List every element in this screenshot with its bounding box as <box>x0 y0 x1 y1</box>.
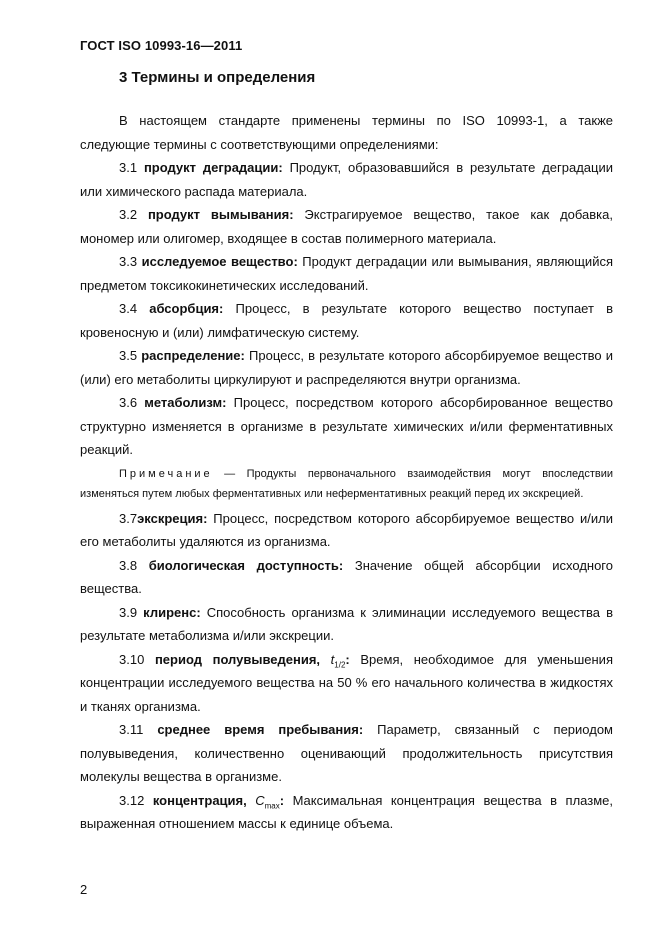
term-definition: Параметр, связанный с периодом полувыведения, количественно оценивающий продолжительность присутствия молекулы вещества в организме. <box>80 722 613 784</box>
term-name: концентрация, <box>152 792 247 808</box>
term-name: экскреция: <box>137 510 208 526</box>
term-definition: Процесс, в результате которого абсорбируемое вещество и (или) его метаболиты циркулируют и распределяются внутри организма. <box>80 348 613 387</box>
term-definition: Способность организма к элиминации исследуемого вещества в результате метаболизма и/или экскреции. <box>80 604 613 643</box>
term-definition: Экстрагируемое вещество, такое как добавка, мономер или олигомер, входящее в состав полимерного материала. <box>80 207 613 246</box>
term-number: 3.3 <box>119 254 138 269</box>
term-number: 3.9 <box>119 604 138 620</box>
note-label: Примечание <box>119 467 213 480</box>
term-3-2 <box>80 203 613 250</box>
term-3-8 <box>80 554 613 601</box>
term-3-3 <box>80 250 613 297</box>
term-3-9 <box>80 601 613 648</box>
term-number: 3.6 <box>119 395 138 410</box>
document-header: ГОСТ ISO 10993-16—2011 <box>80 38 243 53</box>
term-name: биологическая доступность: <box>148 557 344 573</box>
term-3-7 <box>80 507 613 554</box>
term-definition: Максимальная концентрация вещества в плазме, выраженная отношением массы к единице объема. <box>80 792 613 831</box>
term-symbol: t <box>330 651 335 667</box>
note-text: — Продукты первоначального взаимодействия могут впоследствии изменяться путем любых ферментативных или неферментативных реакций перед их экскрецией. <box>80 467 613 500</box>
term-symbol: C <box>255 792 265 808</box>
term-name: период полувыведения, <box>154 651 321 667</box>
term-3-10 <box>80 648 613 719</box>
term-3-1 <box>80 156 613 203</box>
term-name: продукт вымывания: <box>147 207 294 222</box>
term-name: метаболизм: <box>144 395 227 410</box>
term-number: 3.10 <box>119 651 145 667</box>
page-number: 2 <box>80 882 88 897</box>
term-definition: Значение общей абсорбции исходного вещества. <box>80 557 613 596</box>
term-number: 3.4 <box>119 301 138 316</box>
term-definition: Процесс, посредством которого абсорбированное вещество структурно изменяется в организме в результате химических и/или ферментативных реакций. <box>80 395 613 457</box>
note-paragraph <box>80 464 613 505</box>
term-name: продукт деградации: <box>143 160 283 175</box>
term-number: 3.5 <box>119 348 138 363</box>
term-symbol-subscript: max <box>264 801 280 811</box>
section-title: 3 Термины и определения <box>119 69 316 86</box>
intro-paragraph: В настоящем стандарте применены термины по ISO 10993-1, а также следующие термины с соответствующими определениями: <box>80 113 613 152</box>
term-number: 3.7 <box>119 510 138 526</box>
term-definition: Процесс, посредством которого абсорбируемое вещество и/или его метаболиты удаляются из организма. <box>80 510 613 549</box>
term-number: 3.2 <box>119 207 138 222</box>
term-name: исследуемое вещество: <box>141 254 298 269</box>
term-name: абсорбция: <box>149 301 224 316</box>
term-definition: Продукт, образовавшийся в результате деградации или химического распада материала. <box>80 160 613 199</box>
term-3-4 <box>80 297 613 344</box>
term-3-12 <box>80 789 613 836</box>
term-3-6 <box>80 391 613 462</box>
term-symbol-subscript: 1/2 <box>334 660 346 670</box>
term-definition: Процесс, в результате которого вещество поступает в кровеносную и (или) лимфатическую систему. <box>80 301 613 340</box>
term-number: 3.12 <box>119 792 145 808</box>
term-definition: Продукт деградации или вымывания, являющийся предметом токсикокинетических исследований. <box>80 254 613 293</box>
term-colon: : <box>345 651 350 667</box>
term-number: 3.1 <box>119 160 138 175</box>
term-name: распределение: <box>141 348 245 363</box>
term-number: 3.11 <box>119 722 144 737</box>
term-3-5 <box>80 344 613 391</box>
term-name: клиренс: <box>143 604 201 620</box>
term-number: 3.8 <box>119 557 138 573</box>
term-3-11 <box>80 718 613 789</box>
term-colon: : <box>279 792 285 808</box>
term-name: среднее время пребывания: <box>157 722 364 737</box>
document-body <box>80 109 613 836</box>
term-definition: Время, необходимое для уменьшения концентрации исследуемого вещества на 50 % его начального количества в жидкостях и тканях организма. <box>80 651 613 714</box>
